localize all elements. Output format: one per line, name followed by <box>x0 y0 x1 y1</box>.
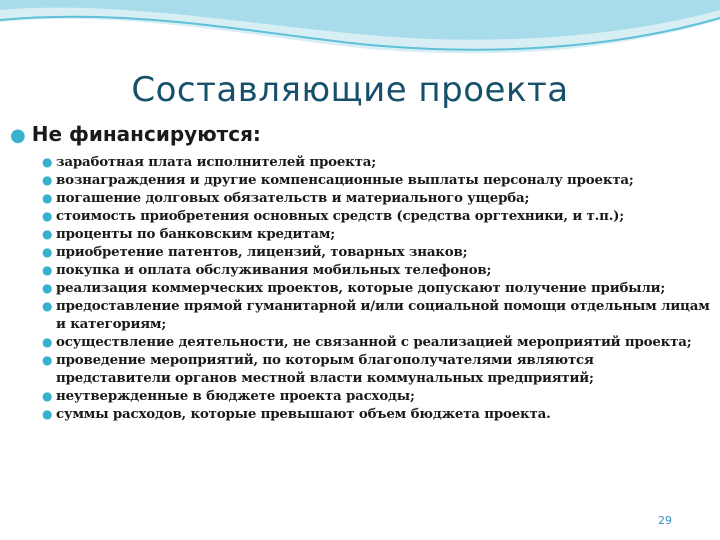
section-heading <box>10 122 261 146</box>
page-number: 29 <box>658 514 672 527</box>
bullet-dot-icon: ● <box>42 281 53 295</box>
list-item: ● погашение долговых обязательств и материального ущерба; <box>42 190 530 206</box>
list-item: ● вознаграждения и другие компенсационные выплаты персоналу проекта; <box>42 172 634 188</box>
section-heading-text: Не финансируются: <box>31 122 261 146</box>
list-item: ● предоставление прямой гуманитарной и/или социальной помощи отдельным лицам и категориям; <box>42 298 710 332</box>
bullet-dot-icon: ● <box>42 155 53 169</box>
list-item: ● заработная плата исполнителей проекта; <box>42 154 376 170</box>
list-item: ● неутвержденные в бюджете проекта расходы; <box>42 388 415 404</box>
list-item: ● реализация коммерческих проектов, которые допускают получение прибыли; <box>42 280 666 296</box>
bullet-dot-icon: ● <box>42 389 53 403</box>
list-item: ● приобретение патентов, лицензий, товарных знаков; <box>42 244 468 260</box>
bullet-dot-icon: ● <box>42 263 53 277</box>
bullet-dot-icon: ● <box>42 407 53 421</box>
list-item: ● покупка и оплата обслуживания мобильных телефонов; <box>42 262 492 278</box>
bullet-dot-icon: ● <box>10 125 26 146</box>
list-item: ● проценты по банковским кредитам; <box>42 226 336 242</box>
list-item: ● проведение мероприятий, по которым благополучателями являются представители органов местной власти коммунальных предприятий; <box>42 352 594 386</box>
bullet-dot-icon: ● <box>42 245 53 259</box>
list-item: ● стоимость приобретения основных средств (средства оргтехники, и т.п.); <box>42 208 625 224</box>
list-item: ● осуществление деятельности, не связанной с реализацией мероприятий проекта; <box>42 334 692 350</box>
bullet-dot-icon: ● <box>42 173 53 187</box>
bullet-dot-icon: ● <box>42 335 53 349</box>
bullet-dot-icon: ● <box>42 227 53 241</box>
bullet-dot-icon: ● <box>42 191 53 205</box>
header-wave-decoration <box>0 0 720 70</box>
slide-title: Составляющие проекта <box>131 70 569 110</box>
bullet-dot-icon: ● <box>42 353 53 367</box>
list-item: ● суммы расходов, которые превышают объем бюджета проекта. <box>42 406 551 422</box>
bullet-list <box>42 153 712 423</box>
bullet-dot-icon: ● <box>42 209 53 223</box>
bullet-dot-icon: ● <box>42 299 53 313</box>
